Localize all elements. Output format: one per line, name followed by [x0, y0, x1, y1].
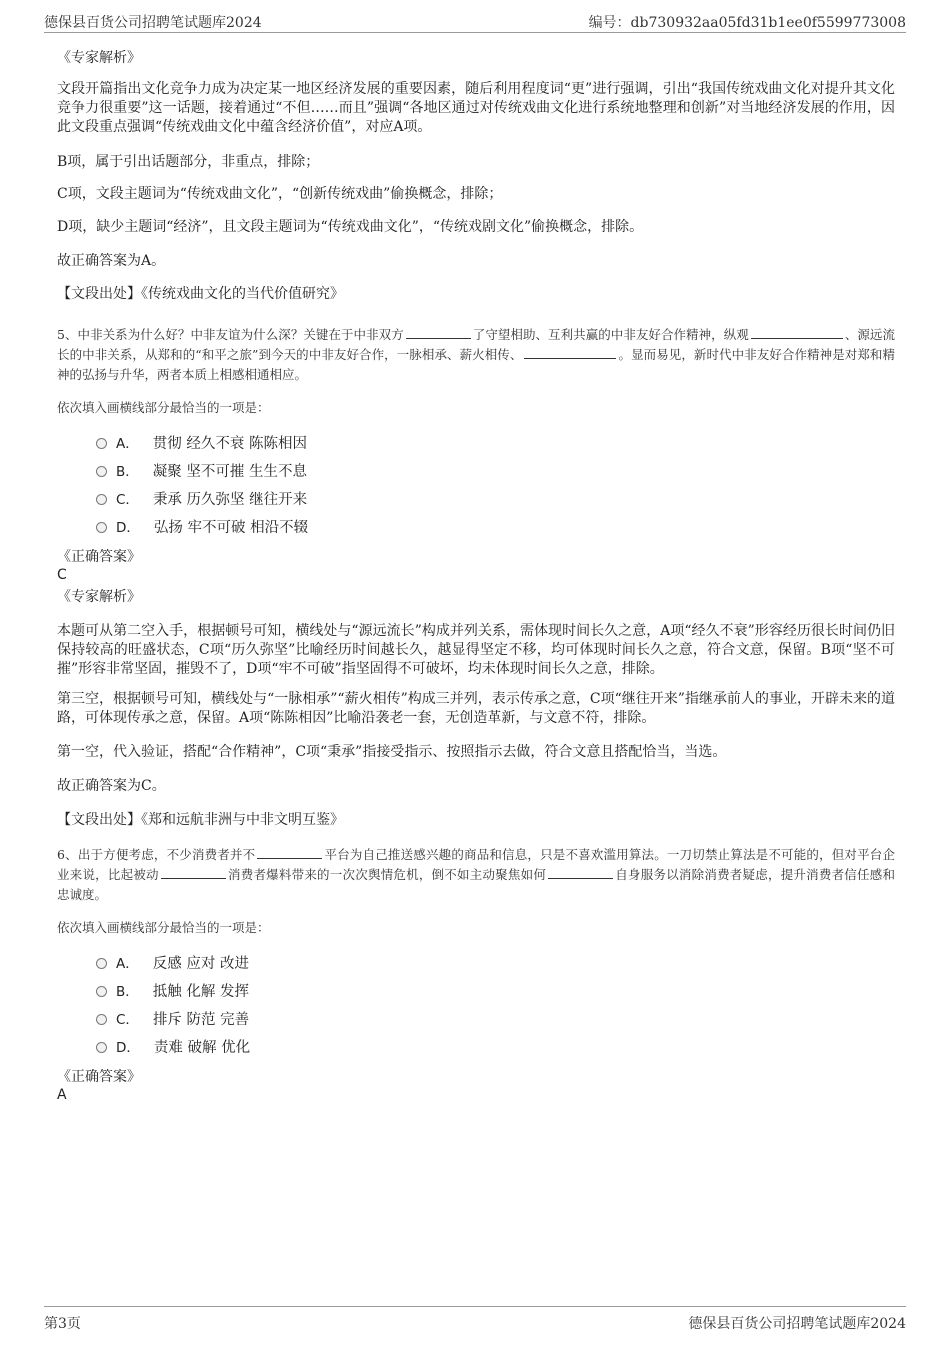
- q4-analysis-p2: B项，属于引出话题部分，非重点，排除；: [57, 154, 320, 170]
- footer-title: 德保县百货公司招聘笔试题库2024: [688, 1316, 906, 1332]
- q6-correct-label: 《正确答案》: [57, 1069, 141, 1085]
- q5-option-a[interactable]: A． 贯彻 经久不衰 陈陈相因: [96, 434, 307, 454]
- q4-analysis-p4: D项，缺少主题词“经济”，且文段主题词为“传统戏曲文化”，“传统戏剧文化”偷换概念，排除。: [57, 219, 644, 235]
- page-number: 第3页: [44, 1316, 81, 1332]
- q6-option-c[interactable]: C． 排斥 防范 完善: [96, 1010, 249, 1030]
- header-title: 德保县百货公司招聘笔试题库2024: [44, 15, 262, 31]
- q5-conclusion: 故正确答案为C。: [57, 778, 166, 794]
- q6-prompt: 依次填入画横线部分最恰当的一项是：: [57, 920, 270, 935]
- q5-blank-2: [751, 326, 843, 339]
- q5-stem: [57, 325, 895, 385]
- q6-blank-2: [161, 866, 226, 879]
- q6-option-a[interactable]: A． 反感 应对 改进: [96, 954, 249, 974]
- radio-button-icon[interactable]: [96, 986, 107, 997]
- q5-stem-part-a: 5、中非关系为什么好？中非友谊为什么深？关键在于中非双方: [57, 327, 404, 342]
- q5-option-c[interactable]: C． 秉承 历久弥坚 继往开来: [96, 490, 307, 510]
- radio-button-icon[interactable]: [96, 466, 107, 477]
- document-number: 编号：db730932aa05fd31b1ee0f5599773008: [588, 15, 906, 31]
- q6-stem-part-c: 消费者爆料带来的一次次舆情危机，倒不如主动聚焦如何: [227, 867, 547, 882]
- q5-correct-label: 《正确答案》: [57, 549, 141, 565]
- q5-stem-part-c: 、源远流长的中非关系，从郑和的“和平之旅”到今天的中非友好合作，一脉相承、薪火相传、: [57, 327, 895, 362]
- q5-blank-3: [524, 346, 616, 359]
- q4-analysis-p3: C项，文段主题词为“传统戏曲文化”，“创新传统戏曲”偷换概念，排除；: [57, 186, 503, 202]
- q5-source: 【文段出处】《郑和远航非洲与中非文明互鉴》: [57, 812, 344, 828]
- q5-analysis-p3: 第一空，代入验证，搭配“合作精神”，C项“秉承”指接受指示、按照指示去做，符合文意且搭配恰当，当选。: [57, 744, 727, 760]
- q5-analysis-p2: 第三空，根据顿号可知，横线处与“一脉相承”“薪火相传”构成三并列，表示传承之意，C项“继往开来”指继承前人的事业，开辟未来的道路，可体现传承之意，保留。A项“陈陈相因”比喻沿袭老一套，无创造革新，与文意不符，排除。: [57, 691, 895, 726]
- q4-source: 【文段出处】《传统戏曲文化的当代价值研究》: [57, 286, 344, 302]
- q6-blank-1: [257, 846, 322, 859]
- q6-blank-3: [548, 866, 613, 879]
- q5-analysis-label: 《专家解析》: [57, 589, 141, 605]
- radio-button-icon[interactable]: [96, 438, 107, 449]
- q4-conclusion: 故正确答案为A。: [57, 253, 166, 269]
- radio-button-icon[interactable]: [96, 494, 107, 505]
- q4-analysis-p1: 文段开篇指出文化竞争力成为决定某一地区经济发展的重要因素，随后利用程度词“更”进行强调，引出“我国传统戏曲文化对提升其文化竞争力很重要”这一话题，接着通过“不但……而且”强调“各地区通过对传统戏曲文化进行系统地整理和创新”对当地经济发展的作用，因此文段重点强调“传统戏曲文化中蕴含经济价值”，对应A项。: [57, 81, 895, 135]
- q5-prompt: 依次填入画横线部分最恰当的一项是：: [57, 400, 270, 415]
- q6-stem-part-d: 自身服务以消除消费者疑虑，提升消费者信任感和忠诚度。: [57, 867, 895, 902]
- q5-blank-1: [406, 326, 471, 339]
- q5-analysis-p1: 本题可从第二空入手，根据顿号可知，横线处与“源远流长”构成并列关系，需体现时间长久之意，A项“经久不衰”形容经历很长时间仍旧保持较高的旺盛状态，C项“历久弥坚”比喻经历时间越长久，越显得坚定不移，均可体现时间长久之意，符合文意，保留。B项“坚不可摧”形容非常坚固，摧毁不了，D项“牢不可破”指坚固得不可破坏，均未体现时间长久之意，排除。: [57, 623, 895, 677]
- q6-stem-part-a: 6、出于方便考虑，不少消费者并不: [57, 847, 256, 862]
- q6-stem: [57, 845, 895, 905]
- q6-correct-answer: A: [57, 1087, 67, 1103]
- q6-stem-part-b: 平台为自己推送感兴趣的商品和信息，只是不喜欢滥用算法。一刀切禁止算法是不可能的，但对平台企业来说，比起被动: [57, 847, 895, 882]
- page-footer: [44, 1306, 906, 1331]
- q5-stem-part-d: 。显而易见，新时代中非友好合作精神是对郑和精神的弘扬与升华，两者本质上相感相通相应。: [57, 347, 895, 382]
- radio-button-icon[interactable]: [96, 1014, 107, 1025]
- q5-option-b[interactable]: B． 凝聚 坚不可摧 生生不息: [96, 462, 307, 482]
- q5-stem-part-b: 了守望相助、互利共赢的中非友好合作精神，纵观: [472, 327, 749, 342]
- q4-analysis-label: 《专家解析》: [57, 50, 141, 66]
- radio-button-icon[interactable]: [96, 958, 107, 969]
- q6-option-b[interactable]: B． 抵触 化解 发挥: [96, 982, 249, 1002]
- q5-option-d[interactable]: D． 弘扬 牢不可破 相沿不辍: [96, 518, 308, 538]
- radio-button-icon[interactable]: [96, 522, 107, 533]
- q6-option-d[interactable]: D． 责难 破解 优化: [96, 1038, 250, 1058]
- radio-button-icon[interactable]: [96, 1042, 107, 1053]
- page-header: [44, 8, 906, 33]
- q5-correct-answer: C: [57, 567, 67, 583]
